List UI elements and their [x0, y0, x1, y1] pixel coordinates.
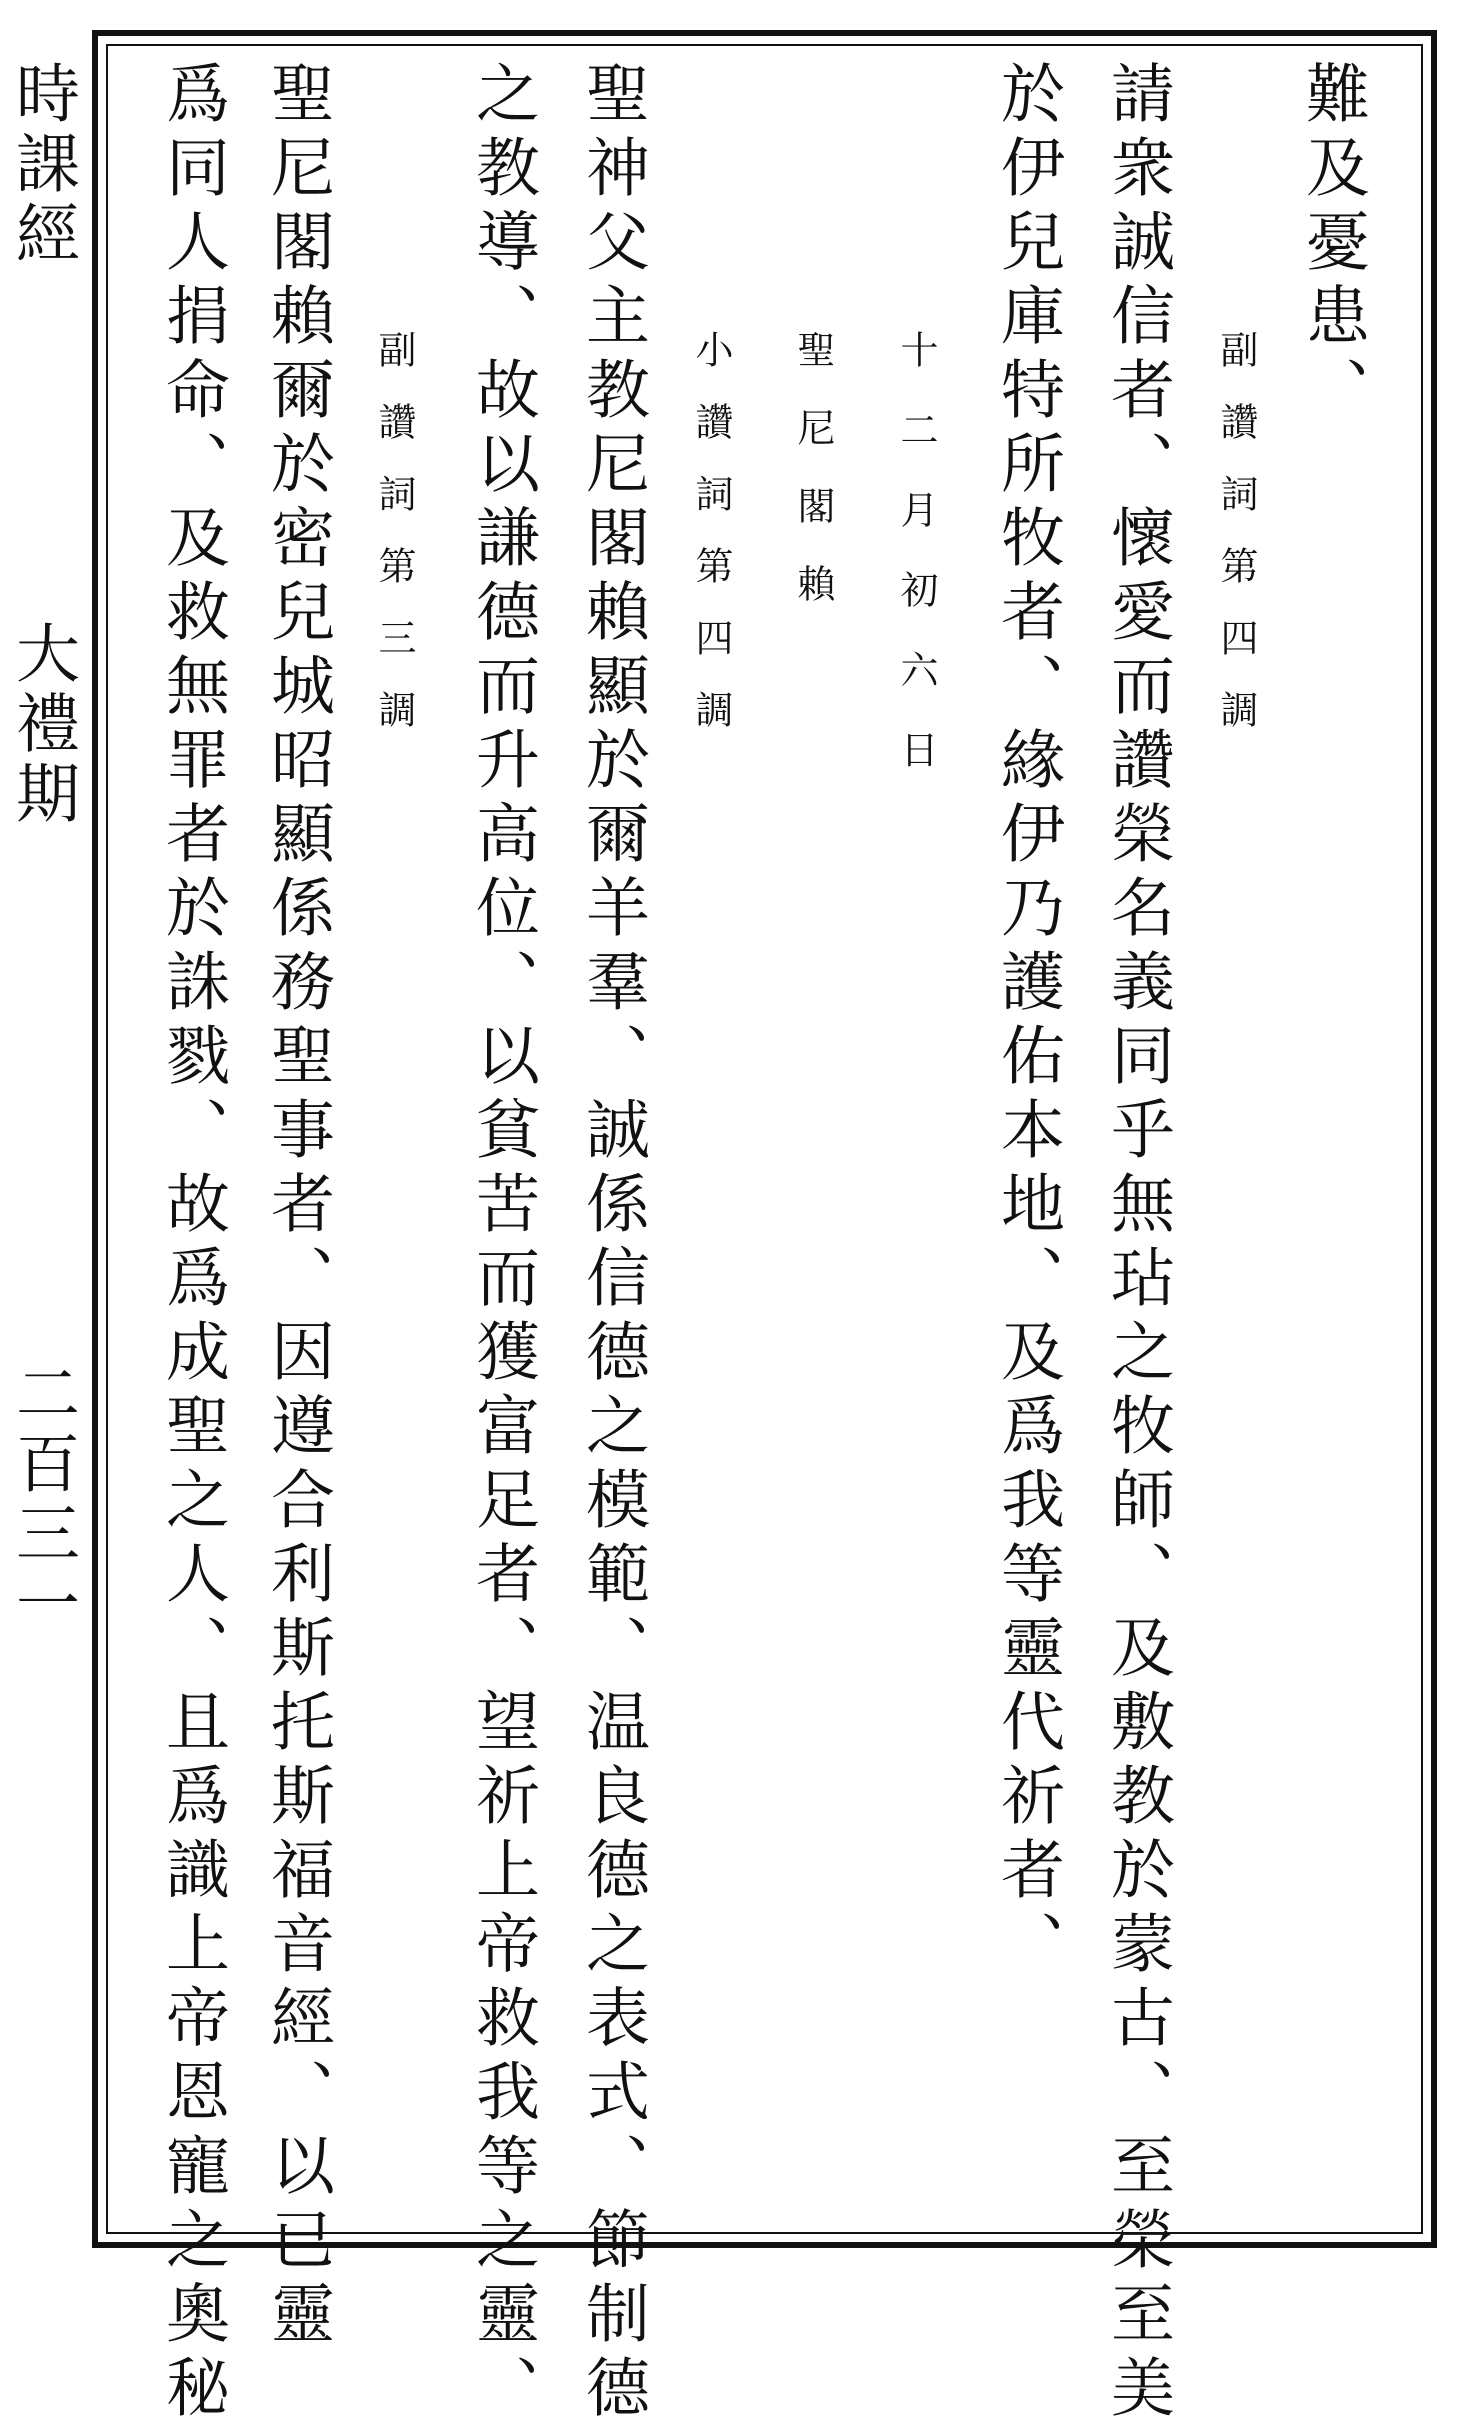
- heading-column-1: 副讚詞第四調: [1214, 330, 1258, 762]
- text-column-7: 爲同人捐命、及救無罪者於誅戮、故爲成聖之人、且爲識上帝恩寵之奧秘: [155, 60, 229, 2428]
- heading-column-2: 小讚詞第四調: [689, 330, 733, 762]
- page-number: 二百三一: [5, 1360, 79, 1640]
- text-column-2: 請衆誠信者、懷愛而讚榮名義同乎無玷之牧師、及敷教於蒙古、至榮至美: [1100, 60, 1174, 2428]
- saint-name-column: 聖尼閣賴: [791, 330, 835, 642]
- text-column-6: 聖尼閣賴爾於密兒城昭顯係務聖事者、因遵合利斯托斯福音經、以已靈: [260, 60, 334, 2354]
- date-column: 十二月初六日: [894, 330, 938, 810]
- text-column-4: 聖神父主教尼閣賴顯於爾羊羣、誠係信德之模範、温良德之表式、節制德: [575, 60, 649, 2428]
- text-column-1: 難及憂患、: [1295, 60, 1369, 430]
- book-title: 時課經: [5, 60, 79, 270]
- text-column-3: 於伊兒庫特所牧者、緣伊乃護佑本地、及爲我等靈代祈者、: [990, 60, 1064, 1984]
- section-name: 大禮期: [5, 620, 79, 830]
- heading-column-3: 副讚詞第三調: [372, 330, 416, 762]
- text-column-5: 之教導、故以謙德而升高位、以貧苦而獲富足者、望祈上帝救我等之靈、: [465, 60, 539, 2428]
